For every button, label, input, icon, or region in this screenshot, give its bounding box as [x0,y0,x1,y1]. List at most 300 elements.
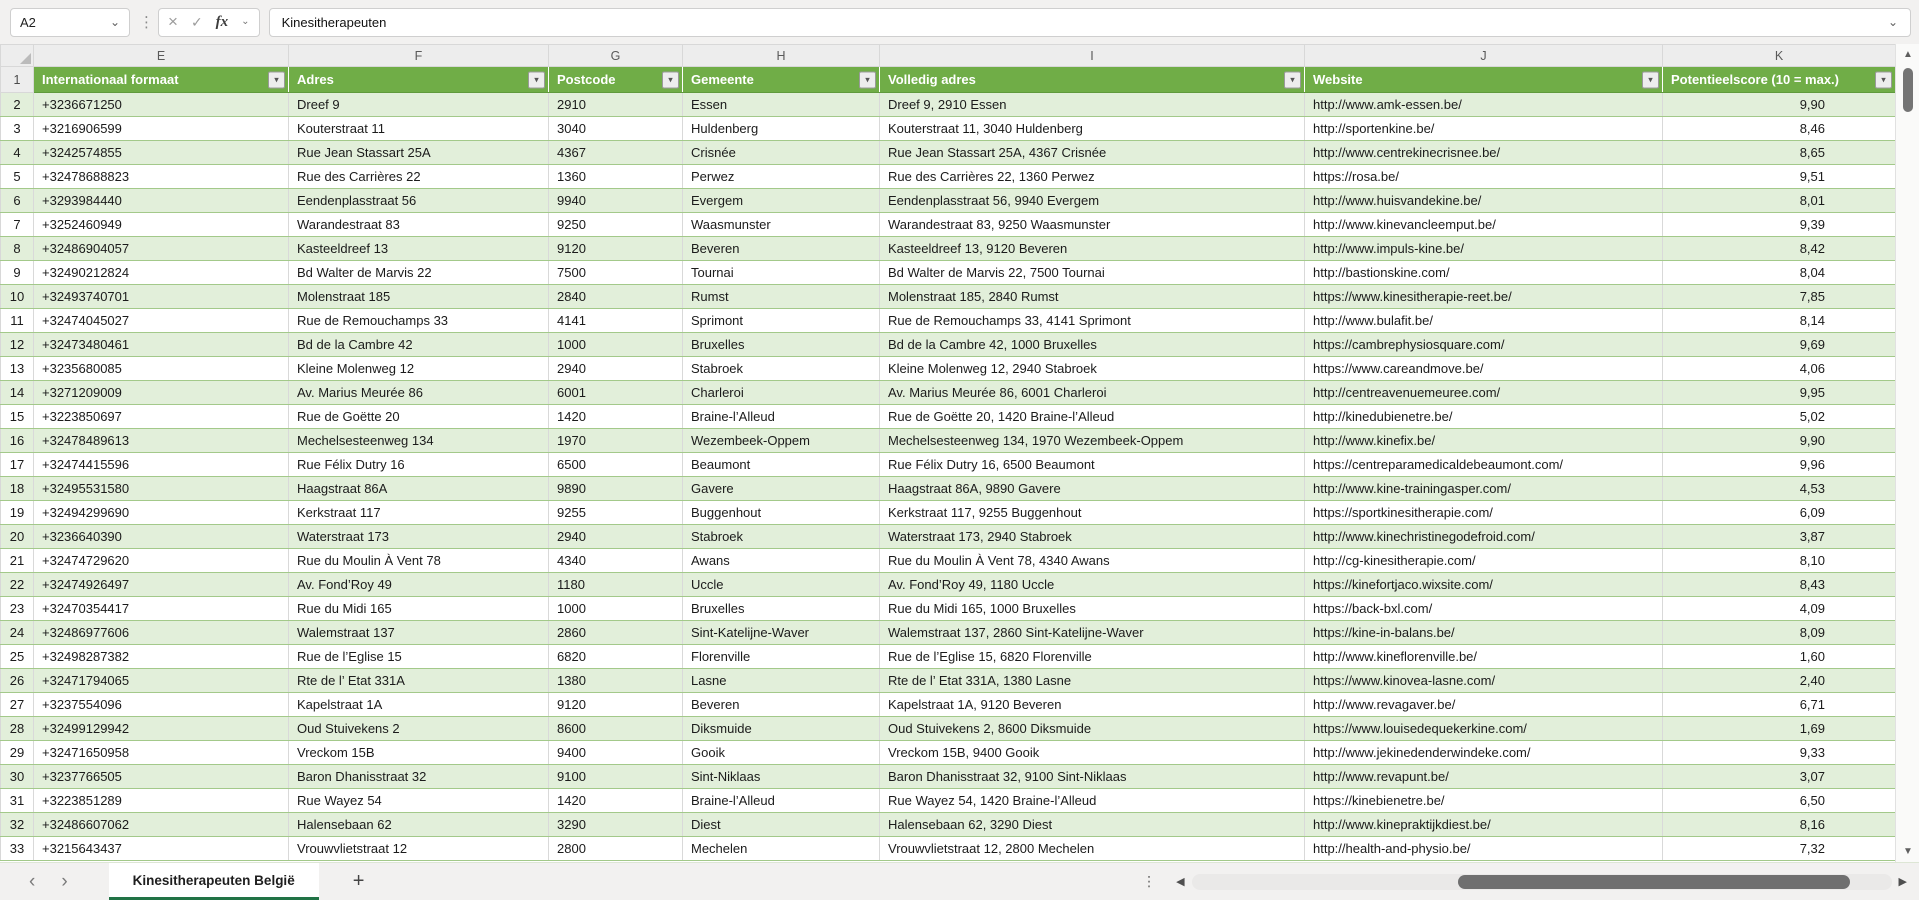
cell-F21[interactable]: Rue du Moulin À Vent 78 [289,549,549,573]
cell-E10[interactable]: +32493740701 [34,285,289,309]
cell-H3[interactable]: Huldenberg [683,117,880,141]
cell-K22[interactable]: 8,43 [1663,573,1896,597]
cell-H31[interactable]: Braine-l’Alleud [683,789,880,813]
row-header-21[interactable]: 21 [1,549,34,573]
chevron-down-icon[interactable]: ⌄ [241,16,250,27]
cell-J11[interactable]: http://www.bulafit.be/ [1305,309,1663,333]
row-header-23[interactable]: 23 [1,597,34,621]
cell-I2[interactable]: Dreef 9, 2910 Essen [880,93,1305,117]
cell-G20[interactable]: 2940 [549,525,683,549]
cell-G8[interactable]: 9120 [549,237,683,261]
cell-F29[interactable]: Vreckom 15B [289,741,549,765]
cell-K33[interactable]: 7,32 [1663,837,1896,861]
cell-I33[interactable]: Vrouwvlietstraat 12, 2800 Mechelen [880,837,1305,861]
cell-G23[interactable]: 1000 [549,597,683,621]
header-cell-I1[interactable] [880,67,1305,93]
cell-K21[interactable]: 8,10 [1663,549,1896,573]
cell-J13[interactable]: https://www.careandmove.be/ [1305,357,1663,381]
cell-E11[interactable]: +32474045027 [34,309,289,333]
cell-H25[interactable]: Florenville [683,645,880,669]
row-header-5[interactable]: 5 [1,165,34,189]
cell-I4[interactable]: Rue Jean Stassart 25A, 4367 Crisnée [880,141,1305,165]
cell-G14[interactable]: 6001 [549,381,683,405]
cell-K14[interactable]: 9,95 [1663,381,1896,405]
cell-I28[interactable]: Oud Stuivekens 2, 8600 Diksmuide [880,717,1305,741]
row-header-20[interactable]: 20 [1,525,34,549]
header-cell-J1[interactable] [1305,67,1663,93]
cell-E2[interactable]: +3236671250 [34,93,289,117]
cell-G5[interactable]: 1360 [549,165,683,189]
cell-I30[interactable]: Baron Dhanisstraat 32, 9100 Sint-Niklaas [880,765,1305,789]
cell-H12[interactable]: Bruxelles [683,333,880,357]
row-header-28[interactable]: 28 [1,717,34,741]
cell-H4[interactable]: Crisnée [683,141,880,165]
cell-I32[interactable]: Halensebaan 62, 3290 Diest [880,813,1305,837]
cell-J26[interactable]: https://www.kinovea-lasne.com/ [1305,669,1663,693]
formula-input[interactable] [269,8,1911,37]
cell-I31[interactable]: Rue Wayez 54, 1420 Braine-l’Alleud [880,789,1305,813]
cell-K4[interactable]: 8,65 [1663,141,1896,165]
cell-E26[interactable]: +32471794065 [34,669,289,693]
cell-H15[interactable]: Braine-l’Alleud [683,405,880,429]
cell-G24[interactable]: 2860 [549,621,683,645]
cell-G12[interactable]: 1000 [549,333,683,357]
cell-G27[interactable]: 9120 [549,693,683,717]
cell-K23[interactable]: 4,09 [1663,597,1896,621]
cell-G17[interactable]: 6500 [549,453,683,477]
cell-E8[interactable]: +32486904057 [34,237,289,261]
cell-I20[interactable]: Waterstraat 173, 2940 Stabroek [880,525,1305,549]
filter-button-G[interactable] [662,71,679,88]
row-header-4[interactable]: 4 [1,141,34,165]
cell-E30[interactable]: +3237766505 [34,765,289,789]
cell-K10[interactable]: 7,85 [1663,285,1896,309]
cell-E23[interactable]: +32470354417 [34,597,289,621]
cell-G30[interactable]: 9100 [549,765,683,789]
row-header-10[interactable]: 10 [1,285,34,309]
row-header-26[interactable]: 26 [1,669,34,693]
cell-E3[interactable]: +3216906599 [34,117,289,141]
cell-J17[interactable]: https://centreparamedicaldebeaumont.com/ [1305,453,1663,477]
cell-F18[interactable]: Haagstraat 86A [289,477,549,501]
cell-G2[interactable]: 2910 [549,93,683,117]
vertical-scrollbar-thumb[interactable] [1903,68,1913,112]
cell-F2[interactable]: Dreef 9 [289,93,549,117]
cell-I23[interactable]: Rue du Midi 165, 1000 Bruxelles [880,597,1305,621]
cell-I17[interactable]: Rue Félix Dutry 16, 6500 Beaumont [880,453,1305,477]
cell-I9[interactable]: Bd Walter de Marvis 22, 7500 Tournai [880,261,1305,285]
cell-I19[interactable]: Kerkstraat 117, 9255 Buggenhout [880,501,1305,525]
row-header-17[interactable]: 17 [1,453,34,477]
row-header-7[interactable]: 7 [1,213,34,237]
cell-G16[interactable]: 1970 [549,429,683,453]
cell-J29[interactable]: http://www.jekinedenderwindeke.com/ [1305,741,1663,765]
cell-H7[interactable]: Waasmunster [683,213,880,237]
cell-G32[interactable]: 3290 [549,813,683,837]
column-header-J[interactable]: J [1305,45,1663,67]
cell-F25[interactable]: Rue de l’Eglise 15 [289,645,549,669]
scroll-right-icon[interactable]: ▶ [1898,876,1907,888]
cell-K18[interactable]: 4,53 [1663,477,1896,501]
cell-E27[interactable]: +3237554096 [34,693,289,717]
cell-E33[interactable]: +3215643437 [34,837,289,861]
cell-J14[interactable]: http://centreavenuemeuree.com/ [1305,381,1663,405]
row-header-29[interactable]: 29 [1,741,34,765]
cell-H18[interactable]: Gavere [683,477,880,501]
cell-H33[interactable]: Mechelen [683,837,880,861]
expand-formula-bar-icon[interactable]: ⌄ [1887,15,1898,29]
cell-J18[interactable]: http://www.kine-trainingasper.com/ [1305,477,1663,501]
row-header-3[interactable]: 3 [1,117,34,141]
confirm-button[interactable]: ✓ [190,13,203,30]
cell-G18[interactable]: 9890 [549,477,683,501]
header-cell-F1[interactable] [289,67,549,93]
cell-H10[interactable]: Rumst [683,285,880,309]
cell-J3[interactable]: http://sportenkine.be/ [1305,117,1663,141]
cell-K30[interactable]: 3,07 [1663,765,1896,789]
cell-E18[interactable]: +32495531580 [34,477,289,501]
horizontal-scrollbar-track[interactable] [1192,874,1892,890]
cell-I12[interactable]: Bd de la Cambre 42, 1000 Bruxelles [880,333,1305,357]
cell-F20[interactable]: Waterstraat 173 [289,525,549,549]
cell-G21[interactable]: 4340 [549,549,683,573]
row-header-18[interactable]: 18 [1,477,34,501]
cell-E15[interactable]: +3223850697 [34,405,289,429]
cell-J2[interactable]: http://www.amk-essen.be/ [1305,93,1663,117]
cell-J22[interactable]: https://kinefortjaco.wixsite.com/ [1305,573,1663,597]
cell-I22[interactable]: Av. Fond’Roy 49, 1180 Uccle [880,573,1305,597]
cell-K20[interactable]: 3,87 [1663,525,1896,549]
cell-G31[interactable]: 1420 [549,789,683,813]
column-header-F[interactable]: F [289,45,549,67]
column-header-I[interactable]: I [880,45,1305,67]
cell-K11[interactable]: 8,14 [1663,309,1896,333]
cell-I24[interactable]: Walemstraat 137, 2860 Sint-Katelijne-Waver [880,621,1305,645]
cell-H29[interactable]: Gooik [683,741,880,765]
cell-F6[interactable]: Eendenplasstraat 56 [289,189,549,213]
cell-J27[interactable]: http://www.revagaver.be/ [1305,693,1663,717]
cell-K28[interactable]: 1,69 [1663,717,1896,741]
cell-J16[interactable]: http://www.kinefix.be/ [1305,429,1663,453]
cell-I11[interactable]: Rue de Remouchamps 33, 4141 Sprimont [880,309,1305,333]
cell-G15[interactable]: 1420 [549,405,683,429]
filter-button-F[interactable] [528,71,545,88]
cell-E17[interactable]: +32474415596 [34,453,289,477]
cell-F32[interactable]: Halensebaan 62 [289,813,549,837]
cell-K5[interactable]: 9,51 [1663,165,1896,189]
cell-F26[interactable]: Rte de l’ Etat 331A [289,669,549,693]
cell-H13[interactable]: Stabroek [683,357,880,381]
cell-E20[interactable]: +3236640390 [34,525,289,549]
cell-H27[interactable]: Beveren [683,693,880,717]
cell-I21[interactable]: Rue du Moulin À Vent 78, 4340 Awans [880,549,1305,573]
cell-G10[interactable]: 2840 [549,285,683,309]
cell-E25[interactable]: +32498287382 [34,645,289,669]
cell-I8[interactable]: Kasteeldreef 13, 9120 Beveren [880,237,1305,261]
cell-J5[interactable]: https://rosa.be/ [1305,165,1663,189]
cell-H22[interactable]: Uccle [683,573,880,597]
cell-I25[interactable]: Rue de l’Eglise 15, 6820 Florenville [880,645,1305,669]
cell-K15[interactable]: 5,02 [1663,405,1896,429]
cell-J6[interactable]: http://www.huisvandekine.be/ [1305,189,1663,213]
cell-I18[interactable]: Haagstraat 86A, 9890 Gavere [880,477,1305,501]
cell-K9[interactable]: 8,04 [1663,261,1896,285]
cell-H30[interactable]: Sint-Niklaas [683,765,880,789]
cell-K8[interactable]: 8,42 [1663,237,1896,261]
row-header-22[interactable]: 22 [1,573,34,597]
cell-E4[interactable]: +3242574855 [34,141,289,165]
scroll-left-icon[interactable]: ◀ [1176,876,1185,888]
cancel-button[interactable]: × [168,12,178,31]
kebab-icon[interactable]: ⋮ [1142,873,1157,889]
scroll-up-icon[interactable]: ▲ [1903,49,1913,60]
cell-J9[interactable]: http://bastionskine.com/ [1305,261,1663,285]
filter-button-J[interactable] [1642,71,1659,88]
cell-H14[interactable]: Charleroi [683,381,880,405]
cell-E32[interactable]: +32486607062 [34,813,289,837]
cell-H16[interactable]: Wezembeek-Oppem [683,429,880,453]
cell-G28[interactable]: 8600 [549,717,683,741]
chevron-down-icon[interactable]: ⌄ [109,15,120,29]
cell-G19[interactable]: 9255 [549,501,683,525]
row-header-2[interactable]: 2 [1,93,34,117]
cell-F7[interactable]: Warandestraat 83 [289,213,549,237]
row-header-8[interactable]: 8 [1,237,34,261]
cell-E29[interactable]: +32471650958 [34,741,289,765]
cell-J20[interactable]: http://www.kinechristinegodefroid.com/ [1305,525,1663,549]
row-header-19[interactable]: 19 [1,501,34,525]
row-header-14[interactable]: 14 [1,381,34,405]
cell-E21[interactable]: +32474729620 [34,549,289,573]
row-header-16[interactable]: 16 [1,429,34,453]
cell-F31[interactable]: Rue Wayez 54 [289,789,549,813]
cell-H8[interactable]: Beveren [683,237,880,261]
cell-F3[interactable]: Kouterstraat 11 [289,117,549,141]
scroll-down-icon[interactable]: ▼ [1903,846,1913,857]
cell-I6[interactable]: Eendenplasstraat 56, 9940 Evergem [880,189,1305,213]
cell-H11[interactable]: Sprimont [683,309,880,333]
cell-F27[interactable]: Kapelstraat 1A [289,693,549,717]
name-box[interactable] [10,8,130,37]
header-cell-K1[interactable] [1663,67,1896,93]
cell-J7[interactable]: http://www.kinevancleemput.be/ [1305,213,1663,237]
cell-J30[interactable]: http://www.revapunt.be/ [1305,765,1663,789]
header-cell-H1[interactable] [683,67,880,93]
cell-F12[interactable]: Bd de la Cambre 42 [289,333,549,357]
cell-I26[interactable]: Rte de l’ Etat 331A, 1380 Lasne [880,669,1305,693]
cell-F28[interactable]: Oud Stuivekens 2 [289,717,549,741]
insert-function-button[interactable]: fx [215,13,229,30]
cell-H5[interactable]: Perwez [683,165,880,189]
cell-E22[interactable]: +32474926497 [34,573,289,597]
column-header-K[interactable]: K [1663,45,1896,67]
cell-G25[interactable]: 6820 [549,645,683,669]
cell-F16[interactable]: Mechelsesteenweg 134 [289,429,549,453]
row-header-12[interactable]: 12 [1,333,34,357]
cell-I15[interactable]: Rue de Goëtte 20, 1420 Braine-l’Alleud [880,405,1305,429]
cell-F17[interactable]: Rue Félix Dutry 16 [289,453,549,477]
row-header-9[interactable]: 9 [1,261,34,285]
cell-I14[interactable]: Av. Marius Meurée 86, 6001 Charleroi [880,381,1305,405]
cell-E14[interactable]: +3271209009 [34,381,289,405]
cell-K17[interactable]: 9,96 [1663,453,1896,477]
cell-K29[interactable]: 9,33 [1663,741,1896,765]
cell-F19[interactable]: Kerkstraat 117 [289,501,549,525]
cell-F23[interactable]: Rue du Midi 165 [289,597,549,621]
cell-F14[interactable]: Av. Marius Meurée 86 [289,381,549,405]
cell-F33[interactable]: Vrouwvlietstraat 12 [289,837,549,861]
cell-H24[interactable]: Sint-Katelijne-Waver [683,621,880,645]
cell-K27[interactable]: 6,71 [1663,693,1896,717]
cell-G22[interactable]: 1180 [549,573,683,597]
add-sheet-button[interactable]: + [352,870,365,892]
cell-I27[interactable]: Kapelstraat 1A, 9120 Beveren [880,693,1305,717]
cell-J23[interactable]: https://back-bxl.com/ [1305,597,1663,621]
cell-G9[interactable]: 7500 [549,261,683,285]
cell-J19[interactable]: https://sportkinesitherapie.com/ [1305,501,1663,525]
cell-G26[interactable]: 1380 [549,669,683,693]
cell-F4[interactable]: Rue Jean Stassart 25A [289,141,549,165]
row-header-32[interactable]: 32 [1,813,34,837]
cell-K7[interactable]: 9,39 [1663,213,1896,237]
row-header-1[interactable]: 1 [1,67,34,93]
cell-H20[interactable]: Stabroek [683,525,880,549]
cell-F11[interactable]: Rue de Remouchamps 33 [289,309,549,333]
cell-K12[interactable]: 9,69 [1663,333,1896,357]
cell-F9[interactable]: Bd Walter de Marvis 22 [289,261,549,285]
cell-F22[interactable]: Av. Fond’Roy 49 [289,573,549,597]
cell-H26[interactable]: Lasne [683,669,880,693]
cell-F15[interactable]: Rue de Goëtte 20 [289,405,549,429]
row-header-15[interactable]: 15 [1,405,34,429]
cell-E16[interactable]: +32478489613 [34,429,289,453]
cell-E9[interactable]: +32490212824 [34,261,289,285]
cell-G33[interactable]: 2800 [549,837,683,861]
cell-K19[interactable]: 6,09 [1663,501,1896,525]
cell-K25[interactable]: 1,60 [1663,645,1896,669]
cell-H19[interactable]: Buggenhout [683,501,880,525]
cell-J12[interactable]: https://cambrephysiosquare.com/ [1305,333,1663,357]
cell-K3[interactable]: 8,46 [1663,117,1896,141]
row-header-6[interactable]: 6 [1,189,34,213]
cell-E5[interactable]: +32478688823 [34,165,289,189]
cell-E19[interactable]: +32494299690 [34,501,289,525]
cell-I3[interactable]: Kouterstraat 11, 3040 Huldenberg [880,117,1305,141]
cell-J21[interactable]: http://cg-kinesitherapie.com/ [1305,549,1663,573]
next-sheet-button[interactable]: › [61,871,68,892]
header-cell-E1[interactable] [34,67,289,93]
row-header-13[interactable]: 13 [1,357,34,381]
row-header-11[interactable]: 11 [1,309,34,333]
cell-H28[interactable]: Diksmuide [683,717,880,741]
cell-H9[interactable]: Tournai [683,261,880,285]
filter-button-E[interactable] [268,71,285,88]
cell-E7[interactable]: +3252460949 [34,213,289,237]
header-cell-G1[interactable] [549,67,683,93]
row-header-25[interactable]: 25 [1,645,34,669]
row-header-27[interactable]: 27 [1,693,34,717]
cell-J15[interactable]: http://kinedubienetre.be/ [1305,405,1663,429]
cell-I7[interactable]: Warandestraat 83, 9250 Waasmunster [880,213,1305,237]
previous-sheet-button[interactable]: ‹ [29,871,36,892]
select-all-corner[interactable] [1,45,34,67]
cell-K13[interactable]: 4,06 [1663,357,1896,381]
cell-K6[interactable]: 8,01 [1663,189,1896,213]
cell-I16[interactable]: Mechelsesteenweg 134, 1970 Wezembeek-Oppem [880,429,1305,453]
cell-E31[interactable]: +3223851289 [34,789,289,813]
sheet-tab-active[interactable] [109,863,319,900]
cell-K32[interactable]: 8,16 [1663,813,1896,837]
cell-G3[interactable]: 3040 [549,117,683,141]
filter-button-K[interactable] [1875,71,1892,88]
row-header-30[interactable]: 30 [1,765,34,789]
cell-G11[interactable]: 4141 [549,309,683,333]
cell-H17[interactable]: Beaumont [683,453,880,477]
cell-F10[interactable]: Molenstraat 185 [289,285,549,309]
vertical-scrollbar[interactable] [1895,44,1919,862]
column-header-G[interactable]: G [549,45,683,67]
cell-J24[interactable]: https://kine-in-balans.be/ [1305,621,1663,645]
cell-J4[interactable]: http://www.centrekinecrisnee.be/ [1305,141,1663,165]
cell-K24[interactable]: 8,09 [1663,621,1896,645]
cell-J33[interactable]: http://health-and-physio.be/ [1305,837,1663,861]
cell-J25[interactable]: http://www.kineflorenville.be/ [1305,645,1663,669]
cell-K2[interactable]: 9,90 [1663,93,1896,117]
column-header-E[interactable]: E [34,45,289,67]
cell-E13[interactable]: +3235680085 [34,357,289,381]
row-header-33[interactable]: 33 [1,837,34,861]
cell-G4[interactable]: 4367 [549,141,683,165]
cell-E6[interactable]: +3293984440 [34,189,289,213]
cell-J28[interactable]: https://www.louisedequekerkine.com/ [1305,717,1663,741]
cell-F30[interactable]: Baron Dhanisstraat 32 [289,765,549,789]
cell-J8[interactable]: http://www.impuls-kine.be/ [1305,237,1663,261]
column-header-H[interactable]: H [683,45,880,67]
horizontal-scrollbar-thumb[interactable] [1458,875,1850,889]
row-header-24[interactable]: 24 [1,621,34,645]
row-header-31[interactable]: 31 [1,789,34,813]
cell-H6[interactable]: Evergem [683,189,880,213]
cell-J31[interactable]: https://kinebienetre.be/ [1305,789,1663,813]
cell-I29[interactable]: Vreckom 15B, 9400 Gooik [880,741,1305,765]
filter-button-I[interactable] [1284,71,1301,88]
cell-H2[interactable]: Essen [683,93,880,117]
cell-K16[interactable]: 9,90 [1663,429,1896,453]
cell-F13[interactable]: Kleine Molenweg 12 [289,357,549,381]
horizontal-scrollbar[interactable] [1176,874,1907,890]
cell-H21[interactable]: Awans [683,549,880,573]
cell-E24[interactable]: +32486977606 [34,621,289,645]
cell-K26[interactable]: 2,40 [1663,669,1896,693]
cell-K31[interactable]: 6,50 [1663,789,1896,813]
cell-G29[interactable]: 9400 [549,741,683,765]
filter-button-H[interactable] [859,71,876,88]
cell-H32[interactable]: Diest [683,813,880,837]
cell-I5[interactable]: Rue des Carrières 22, 1360 Perwez [880,165,1305,189]
cell-F8[interactable]: Kasteeldreef 13 [289,237,549,261]
cell-J10[interactable]: https://www.kinesitherapie-reet.be/ [1305,285,1663,309]
cell-I10[interactable]: Molenstraat 185, 2840 Rumst [880,285,1305,309]
cell-G7[interactable]: 9250 [549,213,683,237]
kebab-icon[interactable]: ⋮ [139,14,154,31]
cell-J32[interactable]: http://www.kinepraktijkdiest.be/ [1305,813,1663,837]
cell-G13[interactable]: 2940 [549,357,683,381]
cell-G6[interactable]: 9940 [549,189,683,213]
cell-E28[interactable]: +32499129942 [34,717,289,741]
cell-I13[interactable]: Kleine Molenweg 12, 2940 Stabroek [880,357,1305,381]
cell-F5[interactable]: Rue des Carrières 22 [289,165,549,189]
cell-E12[interactable]: +32473480461 [34,333,289,357]
